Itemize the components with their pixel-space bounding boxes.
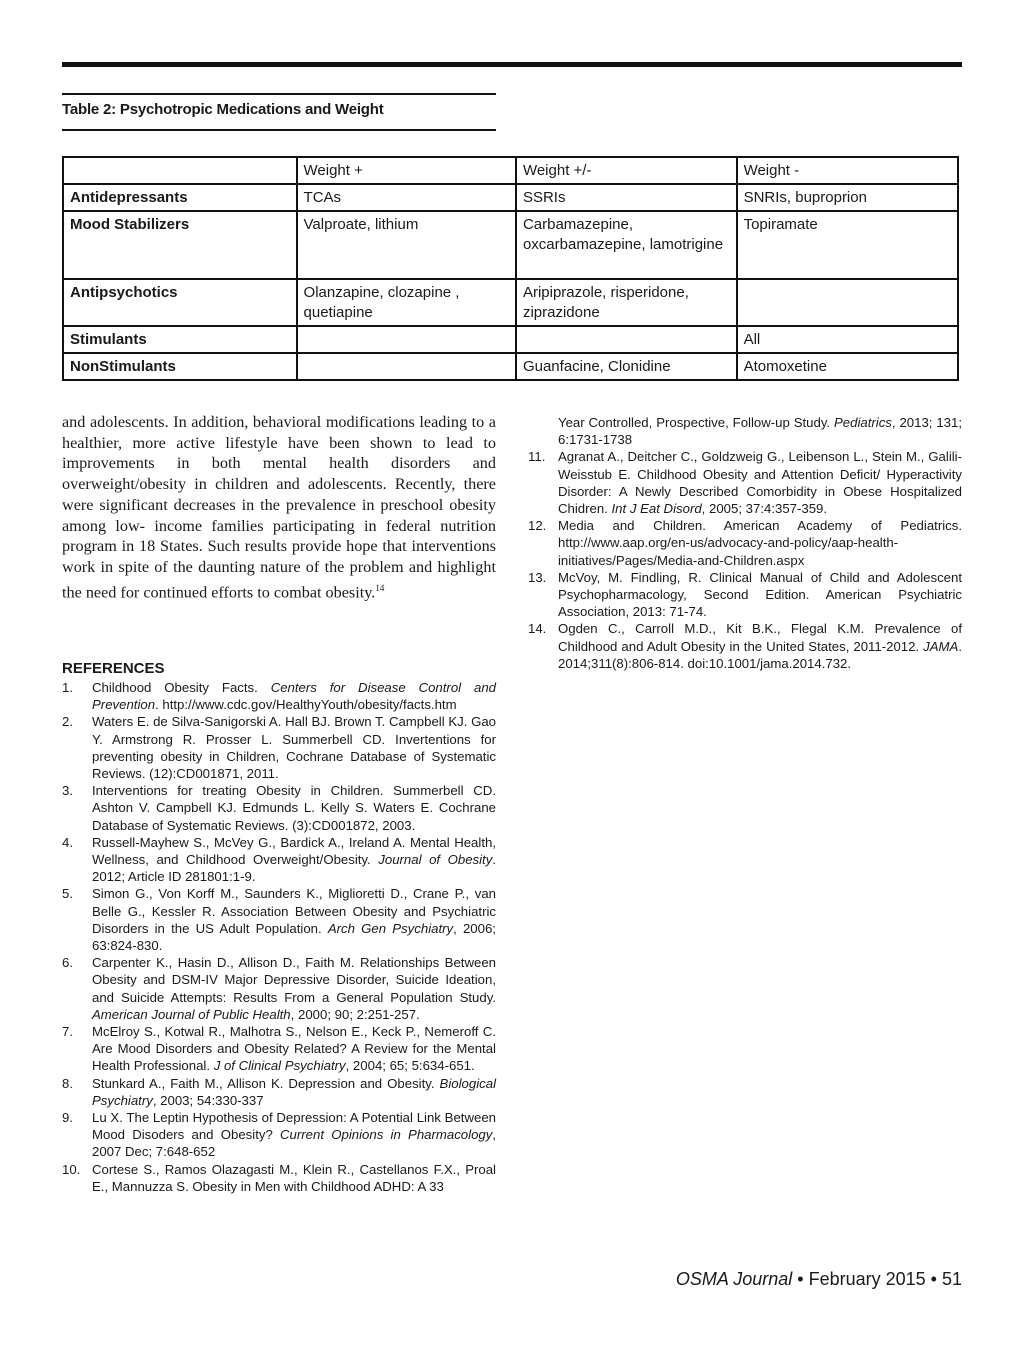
reference-source-title: Current Opinions in Pharmacology (280, 1127, 493, 1143)
reference-segment: . 2012; Article ID 281801:1-9. (92, 852, 496, 885)
body-paragraph (62, 412, 496, 603)
table-row (63, 211, 958, 279)
reference-segment: McVoy, M. Findling, R. Clinical Manual of Child and Adolescent Psychopharmacology, Second Edition. American Psychiatric Association, 2013: 71-74. (558, 569, 962, 620)
reference-segment: Agranat A., Deitcher C., Goldzweig G., Leibenson L., Stein M., Galili-Weisstub E. Childhood Obesity and Attention Deficit/ Hyperactivity Disorder: A Newly Described Comorbidity in Obese Hospitalized Chidren. (558, 449, 962, 517)
reference-number: 14. (528, 621, 547, 637)
footer-journal: OSMA Journal (675, 1269, 793, 1289)
reference-item (62, 885, 496, 954)
table-header-row (63, 157, 958, 184)
references-right-column (528, 414, 962, 672)
table-header-cell: Weight - (737, 157, 958, 184)
reference-text (92, 885, 496, 954)
table-cell: All (737, 326, 958, 353)
reference-segment: Childhood Obesity Facts. (92, 680, 271, 695)
reference-text (558, 569, 962, 621)
reference-text (92, 1161, 496, 1195)
reference-item (62, 679, 496, 713)
reference-item (62, 834, 496, 886)
reference-item (528, 448, 962, 517)
reference-number: 5. (62, 886, 73, 902)
caption-rule-top (62, 93, 496, 95)
reference-segment: , 2004; 65; 5:634-651. (345, 1058, 475, 1074)
reference-number (528, 414, 558, 448)
table-cell (737, 279, 958, 326)
table-row (63, 326, 958, 353)
reference-source-title: J of Clinical Psychiatry (213, 1058, 346, 1074)
reference-number: 8. (62, 1075, 73, 1091)
reference-text (92, 782, 496, 834)
reference-number: 10. (62, 1161, 81, 1177)
reference-segment: Russell-Mayhew S., McVey G., Bardick A., Ireland A. Mental Health, Wellness, and Childhood Overweight/Obesity. (92, 834, 496, 868)
table-row-header: NonStimulants (63, 353, 297, 380)
reference-text (558, 448, 962, 517)
reference-segment: Cortese S., Ramos Olazagasti M., Klein R., Castellanos F.X., Proal E., Mannuzza S. Obesity in Men with Childhood ADHD: A 33 (92, 1161, 496, 1194)
medications-table (62, 156, 959, 381)
footer-date-page: • February 2015 • 51 (792, 1269, 962, 1289)
table-cell: TCAs (297, 184, 516, 211)
reference-number: 9. (62, 1110, 73, 1126)
table-cell: Aripiprazole, risperidone, ziprazidone (516, 279, 737, 326)
reference-item (62, 782, 496, 834)
top-rule (62, 62, 962, 67)
reference-segment: , 2003; 54:330-337 (152, 1092, 264, 1108)
reference-text (92, 713, 496, 782)
reference-number: 3. (62, 783, 73, 799)
table-row-header: Antipsychotics (63, 279, 297, 326)
reference-text (92, 1023, 496, 1075)
reference-number: 6. (62, 955, 73, 971)
reference-segment: Carpenter K., Hasin D., Allison D., Faith M. Relationships Between Obesity and DSM-IV Major Depressive Disorder, Suicide Ideation, and Suicide Attempts: Results From a General Population Study. (92, 955, 496, 1005)
reference-number: 13. (528, 569, 547, 585)
reference-source-title: Biological Psychiatry (92, 1075, 496, 1108)
reference-item (528, 569, 962, 621)
reference-item (62, 713, 496, 782)
table-header-cell (63, 157, 297, 184)
table-cell: Guanfacine, Clonidine (516, 353, 737, 380)
reference-source-title: American Journal of Public Health (92, 1006, 291, 1022)
reference-source-title: Centers for Disease Control and Prevention (92, 680, 496, 713)
reference-segment: , 2013; 131; 6:1731-1738 (558, 415, 962, 448)
reference-text (92, 1109, 496, 1161)
reference-segment: , 2005; 37:4:357-359. (701, 501, 828, 517)
reference-number: 11. (528, 449, 546, 465)
table-cell (297, 326, 516, 353)
table-cell: Valproate, lithium (297, 211, 516, 279)
reference-segment: , 2007 Dec; 7:648-652 (92, 1127, 496, 1160)
reference-text (92, 954, 496, 1023)
table-header-cell: Weight +/- (516, 157, 737, 184)
reference-text (558, 620, 962, 672)
table-row (63, 353, 958, 380)
reference-item (62, 954, 496, 1023)
reference-segment: Year Controlled, Prospective, Follow-up Study. (558, 415, 834, 430)
table-cell: Olanzapine, clozapine , quetiapine (297, 279, 516, 326)
table-cell: Atomoxetine (737, 353, 958, 380)
reference-source-title: Pediatrics (833, 415, 892, 430)
reference-segment: McElroy S., Kotwal R., Malhotra S., Nelson E., Keck P., Nemeroff C. Are Mood Disorders and Obesity Related? A Review for the Mental Health Professional. (92, 1024, 496, 1074)
reference-item (528, 517, 962, 569)
reference-text (558, 517, 962, 569)
table-cell: Carbamazepine, oxcarbamazepine, lamotrigine (516, 211, 737, 279)
reference-text (558, 414, 962, 448)
caption-rule-bottom (62, 129, 496, 131)
reference-source-title: JAMA (923, 638, 959, 654)
citation-marker: 14 (375, 582, 385, 593)
reference-number: 2. (62, 714, 73, 730)
reference-item (62, 1161, 496, 1195)
reference-number: 4. (62, 834, 73, 850)
reference-segment: Waters E. de Silva-Sanigorski A. Hall BJ. Brown T. Campbell KJ. Gao Y. Armstrong R. Prosser L. Summerbell CD. Invertentions for preventing obesity in Children, Cochrane Database of Systematic Reviews. (12):CD001871, 2011. (92, 714, 496, 782)
reference-segment: Ogden C., Carroll M.D., Kit B.K., Flegal K.M. Prevalence of Childhood and Adult Obesity in the United States, 2011-2012. (558, 621, 962, 654)
table-cell: SSRIs (516, 184, 737, 211)
table-row (63, 279, 958, 326)
table-header-cell: Weight + (297, 157, 516, 184)
reference-item (62, 1075, 496, 1109)
reference-source-title: Journal of Obesity (378, 852, 493, 868)
page-footer (676, 1269, 962, 1290)
reference-segment: , 2000; 90; 2:251-257. (290, 1006, 420, 1022)
table-row-header: Antidepressants (63, 184, 297, 211)
reference-text (92, 1075, 496, 1109)
reference-segment: . http://www.cdc.gov/HealthyYouth/obesity/facts.htm (155, 697, 457, 713)
table-cell: Topiramate (737, 211, 958, 279)
reference-item (528, 620, 962, 672)
reference-segment: , 2006; 63:824-830. (92, 920, 496, 954)
references-left-column (62, 679, 496, 1195)
reference-segment: Lu X. The Leptin Hypothesis of Depression: A Potential Link Between Mood Disoders and Obesity? (92, 1110, 496, 1143)
reference-source-title: Int J Eat Disord (611, 501, 702, 517)
reference-source-title: Arch Gen Psychiatry (327, 920, 454, 936)
table-row-header: Stimulants (63, 326, 297, 353)
table-row-header: Mood Stabilizers (63, 211, 297, 279)
reference-number: 1. (62, 680, 73, 695)
reference-item (528, 414, 962, 448)
reference-item (62, 1023, 496, 1075)
table-cell (297, 353, 516, 380)
table-cell (516, 326, 737, 353)
reference-segment: . 2014;311(8):806-814. doi:10.1001/jama.2014.732. (558, 638, 962, 671)
table-row (63, 184, 958, 211)
references-heading: REFERENCES (62, 660, 165, 677)
reference-number: 7. (62, 1024, 73, 1040)
reference-text (92, 834, 496, 886)
reference-segment: Interventions for treating Obesity in Children. Summerbell CD. Ashton V. Campbell KJ. Edmunds L. Kelly S. Waters E. Cochrane Database of Systematic Reviews. (3):CD001872, 2003. (92, 783, 496, 833)
reference-segment: Simon G., Von Korff M., Saunders K., Miglioretti D., Crane P., van Belle G., Kessler R. Association Between Obesity and Psychiatric Disorders in the US Adult Population. (92, 886, 496, 936)
table-caption: Table 2: Psychotropic Medications and Weight (62, 101, 384, 118)
body-text: and adolescents. In addition, behavioral modifications leading to a healthier, more active lifestyle have been shown to lead to improvements in both mental health disorders and overweight/obesity in children and adolescents. Recently, there were significant decreases in the prevalence in preschool obesity among low- income families participating in federal nutrition program in 18 States. Such results provide hope that interventions work in spite of the daunting nature of the problem and highlight the need for continued efforts to combat obesity. (62, 413, 496, 602)
reference-text (92, 679, 496, 713)
reference-item (62, 1109, 496, 1161)
reference-segment: Stunkard A., Faith M., Allison K. Depression and Obesity. (92, 1075, 440, 1091)
reference-segment: Media and Children. American Academy of Pediatrics. http://www.aap.org/en-us/advocacy-and-policy/aap-health-initiatives/Pages/Media-and-Children.aspx (558, 518, 962, 568)
table-cell: SNRIs, buproprion (737, 184, 958, 211)
reference-number: 12. (528, 518, 547, 534)
